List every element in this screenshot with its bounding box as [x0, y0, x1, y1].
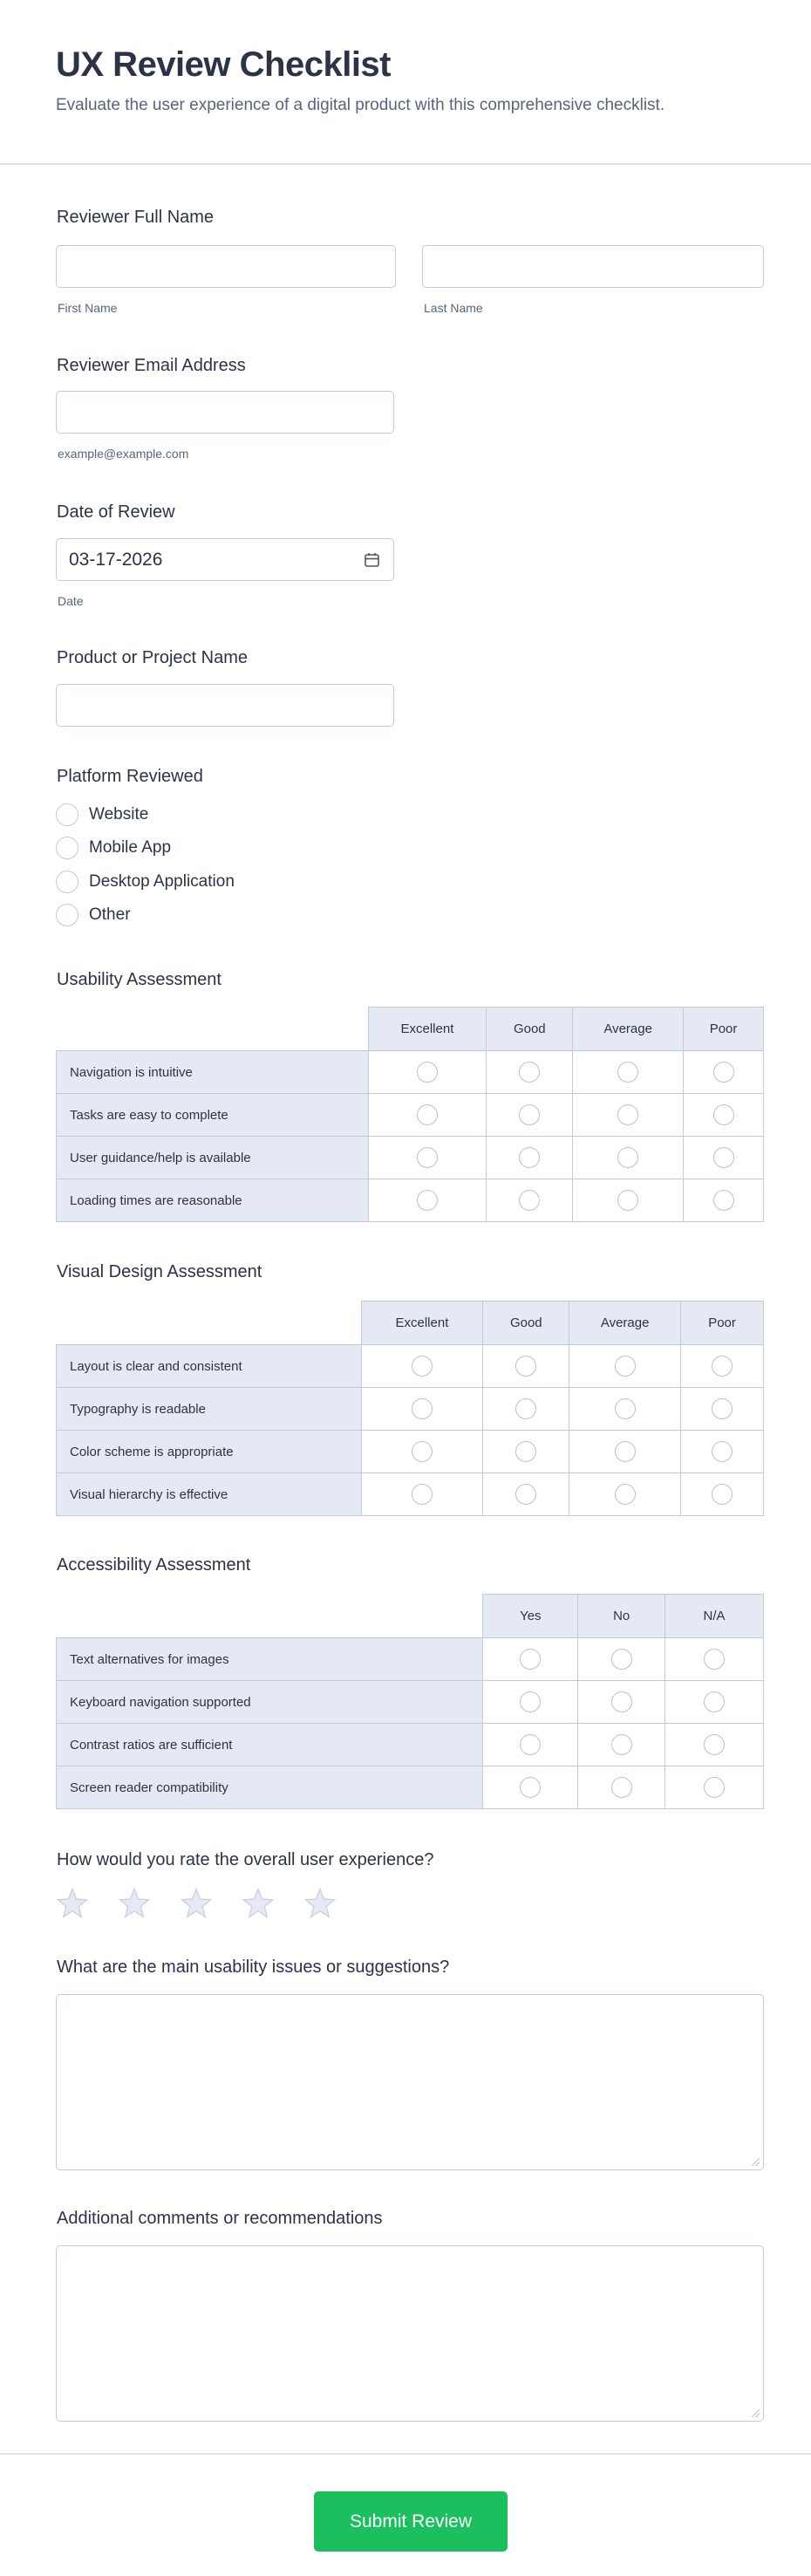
visual-label: Visual Design Assessment	[57, 1262, 262, 1281]
date-label: Date of Review	[57, 502, 175, 522]
row-label: Contrast ratios are sufficient	[57, 1724, 483, 1766]
radio-circle[interactable]	[56, 904, 78, 926]
column-header: Good	[487, 1008, 573, 1051]
product-input[interactable]	[56, 684, 394, 727]
matrix-cell[interactable]	[573, 1094, 684, 1137]
matrix-cell[interactable]	[684, 1094, 764, 1137]
radio-circle[interactable]	[713, 1062, 734, 1083]
radio-circle[interactable]	[611, 1734, 632, 1755]
radio-circle[interactable]	[515, 1441, 536, 1462]
radio-circle[interactable]	[56, 871, 78, 893]
column-header: Excellent	[361, 1302, 483, 1345]
resize-handle[interactable]	[752, 2409, 760, 2417]
radio-circle[interactable]	[712, 1398, 733, 1419]
radio-circle[interactable]	[713, 1190, 734, 1211]
matrix-row	[57, 1345, 764, 1388]
radio-circle[interactable]	[56, 837, 78, 859]
matrix-cell[interactable]	[569, 1431, 681, 1473]
matrix-row	[57, 1766, 764, 1809]
matrix-cell[interactable]	[578, 1724, 665, 1766]
radio-circle[interactable]	[712, 1484, 733, 1505]
radio-circle[interactable]	[515, 1398, 536, 1419]
radio-circle[interactable]	[713, 1147, 734, 1168]
matrix-cell[interactable]	[681, 1388, 764, 1431]
radio-circle[interactable]	[412, 1356, 433, 1377]
submit-button[interactable]: Submit Review	[314, 2491, 508, 2552]
radio-circle[interactable]	[617, 1190, 638, 1211]
corner-cell	[57, 1595, 483, 1638]
comments-textarea[interactable]	[56, 2245, 764, 2422]
matrix-row	[57, 1051, 764, 1094]
radio-circle[interactable]	[615, 1356, 636, 1377]
matrix-cell[interactable]	[573, 1051, 684, 1094]
radio-circle[interactable]	[519, 1147, 540, 1168]
issues-label: What are the main usability issues or suggestions?	[57, 1958, 450, 1977]
matrix-cell[interactable]	[483, 1766, 578, 1809]
matrix-cell[interactable]	[483, 1638, 578, 1681]
matrix-row	[57, 1724, 764, 1766]
date-input[interactable]	[56, 538, 394, 581]
radio-circle[interactable]	[704, 1777, 725, 1798]
email-sublabel: example@example.com	[58, 447, 189, 461]
matrix-cell[interactable]	[684, 1137, 764, 1179]
accessibility-label: Accessibility Assessment	[57, 1555, 251, 1575]
radio-circle[interactable]	[713, 1104, 734, 1125]
date-sublabel: Date	[58, 594, 84, 608]
row-label: Loading times are reasonable	[57, 1179, 369, 1222]
column-header: Poor	[684, 1008, 764, 1051]
usability-matrix	[56, 1007, 764, 1222]
radio-circle[interactable]	[611, 1649, 632, 1670]
header-divider	[0, 163, 811, 165]
column-header: Average	[569, 1302, 681, 1345]
column-header: Yes	[483, 1595, 578, 1638]
radio-circle[interactable]	[417, 1062, 438, 1083]
comments-label: Additional comments or recommendations	[57, 2209, 383, 2228]
matrix-cell[interactable]	[569, 1388, 681, 1431]
column-header: Poor	[681, 1302, 764, 1345]
column-header: Good	[483, 1302, 569, 1345]
matrix-cell[interactable]	[368, 1179, 487, 1222]
matrix-cell[interactable]	[483, 1388, 569, 1431]
platform-option[interactable]	[56, 904, 131, 926]
page-title: UX Review Checklist	[56, 45, 391, 84]
column-header: Excellent	[368, 1008, 487, 1051]
platform-option[interactable]	[56, 871, 235, 893]
matrix-cell[interactable]	[665, 1724, 764, 1766]
matrix-cell[interactable]	[573, 1137, 684, 1179]
column-header: N/A	[665, 1595, 764, 1638]
row-label: Screen reader compatibility	[57, 1766, 483, 1809]
matrix-cell[interactable]	[681, 1345, 764, 1388]
radio-circle[interactable]	[712, 1441, 733, 1462]
accessibility-matrix	[56, 1594, 764, 1809]
radio-circle[interactable]	[611, 1777, 632, 1798]
radio-circle[interactable]	[704, 1691, 725, 1712]
radio-circle[interactable]	[519, 1190, 540, 1211]
rating-label: How would you rate the overall user experience?	[57, 1850, 434, 1869]
matrix-cell[interactable]	[368, 1094, 487, 1137]
issues-textarea[interactable]	[56, 1994, 764, 2170]
matrix-cell[interactable]	[573, 1179, 684, 1222]
radio-circle[interactable]	[412, 1441, 433, 1462]
last-name-sublabel: Last Name	[424, 301, 483, 315]
star-icon[interactable]	[303, 1887, 337, 1920]
matrix-cell[interactable]	[684, 1179, 764, 1222]
matrix-cell[interactable]	[487, 1179, 573, 1222]
product-label: Product or Project Name	[57, 648, 248, 667]
radio-circle[interactable]	[520, 1649, 541, 1670]
radio-circle[interactable]	[417, 1104, 438, 1125]
radio-circle[interactable]	[519, 1104, 540, 1125]
radio-circle[interactable]	[519, 1062, 540, 1083]
row-label: Keyboard navigation supported	[57, 1681, 483, 1724]
matrix-cell[interactable]	[681, 1431, 764, 1473]
row-label: Navigation is intuitive	[57, 1051, 369, 1094]
radio-circle[interactable]	[615, 1398, 636, 1419]
matrix-cell[interactable]	[361, 1345, 483, 1388]
option-label: Mobile App	[89, 838, 172, 857]
platform-option[interactable]	[56, 803, 148, 826]
matrix-cell[interactable]	[487, 1094, 573, 1137]
usability-label: Usability Assessment	[57, 970, 221, 989]
matrix-row	[57, 1638, 764, 1681]
email-input[interactable]	[56, 391, 394, 434]
matrix-cell[interactable]	[483, 1724, 578, 1766]
matrix-row	[57, 1681, 764, 1724]
matrix-cell[interactable]	[487, 1137, 573, 1179]
radio-circle[interactable]	[617, 1104, 638, 1125]
radio-circle[interactable]	[611, 1691, 632, 1712]
star-icon[interactable]	[56, 1887, 89, 1920]
column-header: No	[578, 1595, 665, 1638]
matrix-row	[57, 1473, 764, 1516]
footer-divider	[0, 2453, 811, 2455]
matrix-cell[interactable]	[483, 1345, 569, 1388]
radio-circle[interactable]	[56, 803, 78, 826]
star-rating[interactable]	[56, 1887, 337, 1920]
radio-circle[interactable]	[712, 1356, 733, 1377]
matrix-cell[interactable]	[684, 1051, 764, 1094]
platform-option[interactable]	[56, 837, 171, 859]
star-icon[interactable]	[118, 1887, 151, 1920]
matrix-cell[interactable]	[361, 1473, 483, 1516]
matrix-row	[57, 1094, 764, 1137]
matrix-cell[interactable]	[569, 1473, 681, 1516]
row-label: Text alternatives for images	[57, 1638, 483, 1681]
resize-handle[interactable]	[752, 2158, 760, 2166]
row-label: Visual hierarchy is effective	[57, 1473, 362, 1516]
radio-circle[interactable]	[417, 1147, 438, 1168]
star-icon[interactable]	[242, 1887, 275, 1920]
matrix-cell[interactable]	[665, 1681, 764, 1724]
row-label: Layout is clear and consistent	[57, 1345, 362, 1388]
radio-circle[interactable]	[520, 1734, 541, 1755]
matrix-cell[interactable]	[361, 1388, 483, 1431]
page-description: Evaluate the user experience of a digital product with this comprehensive checklist.	[56, 96, 665, 114]
radio-circle[interactable]	[520, 1777, 541, 1798]
column-header: Average	[573, 1008, 684, 1051]
radio-circle[interactable]	[412, 1484, 433, 1505]
matrix-cell[interactable]	[368, 1051, 487, 1094]
name-label: Reviewer Full Name	[57, 208, 215, 227]
row-label: User guidance/help is available	[57, 1137, 369, 1179]
matrix-row	[57, 1388, 764, 1431]
matrix-cell[interactable]	[368, 1137, 487, 1179]
radio-circle[interactable]	[615, 1484, 636, 1505]
first-name-input[interactable]	[56, 245, 396, 288]
matrix-cell[interactable]	[578, 1638, 665, 1681]
corner-cell	[57, 1008, 369, 1051]
matrix-cell[interactable]	[487, 1051, 573, 1094]
radio-circle[interactable]	[615, 1441, 636, 1462]
calendar-icon[interactable]	[364, 551, 381, 569]
radio-circle[interactable]	[617, 1062, 638, 1083]
matrix-cell[interactable]	[578, 1766, 665, 1809]
radio-circle[interactable]	[515, 1484, 536, 1505]
radio-circle[interactable]	[412, 1398, 433, 1419]
matrix-cell[interactable]	[483, 1473, 569, 1516]
row-label: Color scheme is appropriate	[57, 1431, 362, 1473]
platform-label: Platform Reviewed	[57, 767, 203, 786]
star-icon[interactable]	[180, 1887, 213, 1920]
radio-circle[interactable]	[617, 1147, 638, 1168]
matrix-cell[interactable]	[361, 1431, 483, 1473]
last-name-input[interactable]	[422, 245, 764, 288]
matrix-row	[57, 1137, 764, 1179]
option-label: Desktop Application	[89, 872, 235, 891]
email-label: Reviewer Email Address	[57, 356, 246, 375]
matrix-row	[57, 1431, 764, 1473]
matrix-cell[interactable]	[681, 1473, 764, 1516]
radio-circle[interactable]	[704, 1649, 725, 1670]
matrix-cell[interactable]	[483, 1681, 578, 1724]
matrix-cell[interactable]	[483, 1431, 569, 1473]
option-label: Other	[89, 905, 131, 924]
radio-circle[interactable]	[520, 1691, 541, 1712]
matrix-cell[interactable]	[578, 1681, 665, 1724]
matrix-row	[57, 1179, 764, 1222]
radio-circle[interactable]	[704, 1734, 725, 1755]
first-name-sublabel: First Name	[58, 301, 118, 315]
radio-circle[interactable]	[417, 1190, 438, 1211]
matrix-cell[interactable]	[665, 1638, 764, 1681]
visual-matrix	[56, 1301, 764, 1516]
row-label: Tasks are easy to complete	[57, 1094, 369, 1137]
matrix-cell[interactable]	[569, 1345, 681, 1388]
date-value: 03-17-2026	[69, 550, 163, 570]
matrix-cell[interactable]	[665, 1766, 764, 1809]
radio-circle[interactable]	[515, 1356, 536, 1377]
corner-cell	[57, 1302, 362, 1345]
row-label: Typography is readable	[57, 1388, 362, 1431]
option-label: Website	[89, 805, 149, 823]
